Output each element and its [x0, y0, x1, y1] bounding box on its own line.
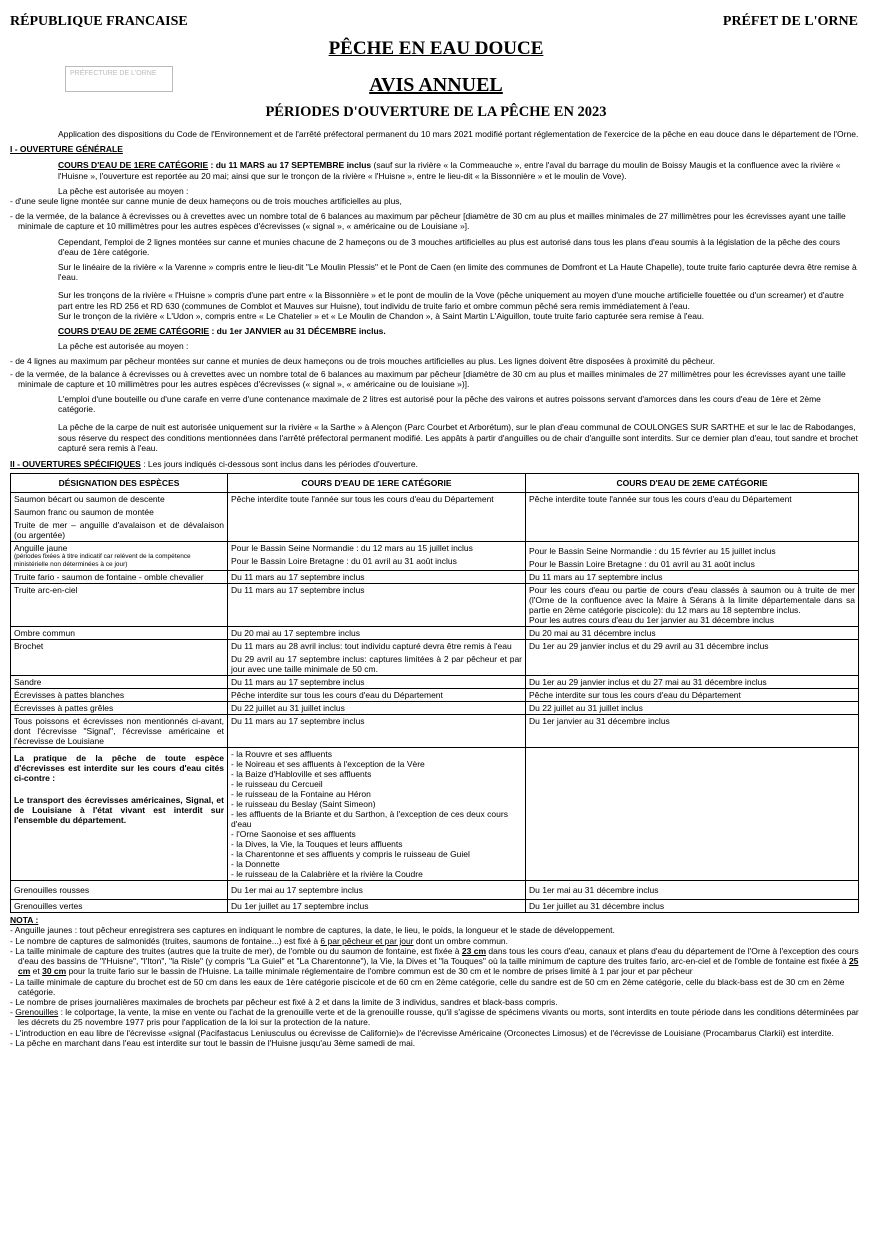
section-2-title [10, 459, 860, 469]
table-row [11, 900, 859, 913]
species-cell: Écrevisses à pattes grêles [11, 702, 228, 715]
cat2-bullet-2: - de la vermée, de la balance à écrevisses ou à crevettes avec un nombre total de 6 balances au maximum par pêcheur [diamètre de 30 cm au plus et mailles minimales de 27 millimètres pour les écrevisses ayant une taille minimale de capture et 10 millimètres pour les autres espèces d'écrevisses (« signal », « américaine ou de louisiane »)]. [10, 368, 846, 389]
cat1-dates: : du 11 MARS au 17 SEPTEMBRE inclus [208, 160, 372, 171]
cat1-p4: Sur les tronçons de la rivière « l'Huisne » compris d'une part entre « la Bissonnière » et le pont de moulin de la Vove (pêche uniquement au moyen d'une mouche artificielle fouettée ou d'un screamer) et d'autre part entre les RD 256 et RD 630 (communes de Comblot et Mauves sur Huisne), tout individu de truite fario et ombre commun pêché sera remis immédiatement à l'eau. [58, 290, 844, 311]
cat2-cell: Du 22 juillet au 31 juillet inclus [526, 702, 859, 715]
cat2-heading [58, 326, 860, 336]
cat1-cell: Du 11 mars au 17 septembre inclus [228, 571, 526, 584]
species-note: (périodes fixées à titre indicatif car relèvent de la compétence ministérielle non déterminées à ce jour) [14, 553, 191, 568]
notes-title: NOTA : [10, 915, 39, 926]
species-line: Anguille jaune [14, 543, 68, 554]
table-row [11, 676, 859, 689]
species-cell: Écrevisses à pattes blanches [11, 689, 228, 702]
species-line: Saumon bécart ou saumon de descente [14, 494, 165, 505]
species-cell: Sandre [11, 676, 228, 689]
cell-line: Pour le Bassin Loire Bretagne : du 01 avril au 31 août inclus [231, 556, 457, 567]
species-cell: Brochet [11, 640, 228, 676]
cat2-cell: Du 11 mars au 17 septembre inclus [526, 571, 859, 584]
cell-line: Du 29 avril au 17 septembre inclus: captures limitées à 2 par pêcheur et par jour avec une taille minimale de 50 cm. [231, 654, 522, 675]
cat2-cell: Pêche interdite toute l'année sur tous les cours d'eau du Département [526, 493, 859, 542]
river-item: - la Rouvre et ses affluents [231, 749, 332, 760]
note-item: - L'introduction en eau libre de l'écrevisse «signal (Pacifastacus Leniusculus ou écrevisse de Californie)» de l'écrevisse Américaine (Orconectes Limosus) et de l'écrevisse de Louisiane (Procambarus Clarkii) est interdite. [10, 1027, 834, 1038]
species-cell [11, 493, 228, 542]
cat2-cell [526, 584, 859, 627]
river-item: - la Charentonne et ses affluents y compris le ruisseau de Guiel [231, 849, 470, 860]
table-header-species: DÉSIGNATION DES ESPÈCES [11, 474, 228, 493]
river-item: - le Noireau et ses affluents à l'exception de la Vère [231, 759, 425, 770]
crayfish-ban: La pratique de la pêche de toute espèce d'écrevisses est interdite sur les cours d'eau cités ci-contre : [14, 753, 224, 784]
note-emphasis: 6 par pêcheur et par jour [320, 935, 414, 946]
cat2-p2: L'emploi d'une bouteille ou d'une carafe en verre d'une contenance maximale de 2 litres est autorisé pour la pêche des vairons et autres poissons servant d'amorces dans les cours d'eau de 1ère et 2ème catégorie. [58, 394, 821, 415]
cat2-cell: Du 20 mai au 31 décembre inclus [526, 627, 859, 640]
sub-title: AVIS ANNUEL [369, 74, 503, 96]
stamp-text: PRÉFECTURE DE L'ORNE [70, 70, 157, 77]
river-item: - le ruisseau de la Calabrière et la rivière la Coudre [231, 869, 423, 880]
table-row [11, 702, 859, 715]
table-row [11, 640, 859, 676]
cat2-cell: Du 1er mai au 31 décembre inclus [526, 881, 859, 900]
notes-block [10, 915, 860, 1048]
note-item: - Le nombre de prises journalières maximales de brochets par pêcheur est fixé à 2 et dans la limite de 3 individus, sandres et black-bass compris. [10, 996, 558, 1007]
cat1-p1: La pêche est autorisée au moyen : [58, 185, 189, 196]
cat1-cell: Du 11 mars au 17 septembre inclus [228, 584, 526, 627]
cat2-paragraphs [10, 394, 860, 453]
table-header-row [11, 474, 859, 493]
note-text: dans tous les cours d'eau, canaux et plans d'eau du département de l'Orne à l'exception des cours d'eau des bassins de "l'Huisne", "l'Iton", "la Risle" (y compris "La Guiel" et "La Charentonne"), la Vie, la Dives et "la Touques" où la taille minimum de capture des truites fario, arc-en-ciel et de l'omble de fontaine est fixée à [18, 945, 859, 967]
note-emphasis: Grenouilles [15, 1007, 59, 1018]
species-cell: Truite arc-en-ciel [11, 584, 228, 627]
cat2-p3: La pêche de la carpe de nuit est autorisée uniquement sur la rivière « la Sarthe » à Alençon (Parc Courbet et Arborétum), sur le plan d'eau communal de COULONGES SUR SARTHE et sur le lac de Rabodanges, sous réserve du respect des conditions mentionnées dans l'arrêté préfectoral permanent modifié. Les appâts à partir d'anguilles ou de chair d'anguille sont interdits. Sur ce dernier plan d'eau, tout sandre et brochet capturé sera remis à l'eau. [58, 422, 858, 453]
cat1-cell [228, 542, 526, 571]
species-line: Saumon franc ou saumon de montée [14, 507, 154, 518]
section-2-subtitle: : Les jours indiqués ci-dessous sont inclus dans les périodes d'ouverture. [140, 459, 418, 470]
rivers-list-cell [228, 748, 526, 881]
species-line: Truite de mer – anguille d'avalaison et de dévalaison (ou argentée) [14, 520, 224, 541]
river-item: - la Donnette [231, 859, 280, 870]
cat2-p1: La pêche est autorisée au moyen : [58, 341, 189, 352]
cell-line: Pour le Bassin Seine Normandie : du 12 mars au 15 juillet inclus [231, 543, 473, 554]
river-item: - la Dives, la Vie, la Touques et leurs affluents [231, 839, 403, 850]
river-item: - les affluents de la Briante et du Sarthon, à l'exception de ces deux cours d'eau [231, 809, 508, 830]
section-2-title-text: II - OUVERTURES SPÉCIFIQUES [10, 459, 141, 470]
cat1-paragraphs [10, 237, 860, 352]
river-item: - le ruisseau du Cercueil [231, 779, 323, 790]
note-text: dont un ombre commun. [413, 935, 509, 946]
river-item: - l'Orne Saonoise et ses affluents [231, 829, 356, 840]
table-row [11, 748, 859, 881]
note-item: - La taille minimale de capture du brochet est de 50 cm dans les eaux de 1ère catégorie piscicole et de 60 cm en 2ème catégorie, celle du sandre est de 50 cm en 2ème catégorie, celle du black-bass est de 30 cm en 2ème catégorie. [10, 976, 845, 997]
cat1-heading [58, 160, 860, 180]
cat1-cell: Pêche interdite toute l'année sur tous les cours d'eau du Département [228, 493, 526, 542]
cat1-cell: Du 20 mai au 17 septembre inclus [228, 627, 526, 640]
cell-line: Pour les cours d'eau ou partie de cours d'eau classés à saumon ou à truite de mer (l'Orne de la confluence avec la Maire à Sérans à la limite départementale dans sa partie en 2ème catégorie piscicole): du 12 mars au 18 septembre inclus. [529, 585, 855, 616]
note-emphasis: 30 cm [42, 966, 67, 977]
note-text: et [30, 966, 43, 977]
cat1-title: COURS D'EAU DE 1ERE CATÉGORIE [58, 160, 209, 171]
table-row [11, 493, 859, 542]
header-republique: RÉPUBLIQUE FRANCAISE [10, 14, 188, 29]
river-item: - la Baize d'Habloville et ses affluents [231, 769, 372, 780]
river-item: - le ruisseau du Beslay (Saint Simeon) [231, 799, 376, 810]
species-cell: Truite fario - saumon de fontaine - omble chevalier [11, 571, 228, 584]
cat1-cell: Pêche interdite sur tous les cours d'eau du Département [228, 689, 526, 702]
table-row [11, 715, 859, 748]
river-item: - le ruisseau de la Fontaine au Héron [231, 789, 371, 800]
section-1-title-text: I - OUVERTURE GÉNÉRALE [10, 144, 123, 155]
note-item [10, 946, 860, 977]
cat1-p5: Sur le tronçon de la rivière « L'Udon », compris entre « Le Chatelier » et « Le Moulin de Chandon », à Saint Martin L'Aiguillon, toute truite fario capturée sera remise à l'eau. [58, 310, 705, 321]
table-row [11, 571, 859, 584]
note-text: : le colportage, la vente, la mise en vente ou l'achat de la grenouille verte et de la grenouille rousse, qu'il s'agisse de spécimens vivants ou morts, sont interdits en toute période dans les conditions déterminées par les décrets du 25 novembre 1977 pris pour l'application de la loi sur la protection de la nature. [18, 1007, 859, 1028]
species-cell: Ombre commun [11, 627, 228, 640]
note-text: - Le nombre de captures de salmonidés (truites, saumons de fontaine...) est fixé à [10, 935, 321, 946]
table-row [11, 627, 859, 640]
species-cell [11, 748, 228, 881]
section-1-title [10, 144, 860, 154]
note-text: - La taille minimale de capture des truites (autres que la truite de mer), de l'omble ou du saumon de fontaine, est fixée à [10, 945, 462, 956]
cat1-p2: Cependant, l'emploi de 2 lignes montées sur canne et munies chacune de 2 hameçons ou de 3 mouches artificielles au plus est autorisé dans tous les plans d'eau soumis à la législation de la pêche des cours d'eau de 1ère catégorie. [58, 236, 840, 257]
cat1-bullet-1: - d'une seule ligne montée sur canne munie de deux hameçons ou de trois mouches artificielles au plus, [10, 196, 402, 207]
cat1-cell [228, 640, 526, 676]
cat1-bullet-2: - de la vermée, de la balance à écrevisses ou à crevettes avec un nombre total de 6 balances au maximum par pêcheur [diamètre de 30 cm au plus et mailles minimales de 27 millimètres pour les écrevisses ayant une taille minimale de capture et 10 millimètres pour les autres espèces d'écrevisses (« signal », « américaine ou de Louisiane »]. [10, 211, 846, 232]
document-body [10, 129, 860, 1048]
species-cell: Grenouilles vertes [11, 900, 228, 913]
main-title: PÊCHE EN EAU DOUCE [328, 38, 544, 59]
note-item: - Anguille jaunes : tout pêcheur enregistrera ses captures en indiquant le nombre de captures, la date, le lieu, le poids, la longueur et le stade de développement. [10, 925, 615, 936]
table-header-cat1: COURS D'EAU DE 1ERE CATÉGORIE [228, 474, 526, 493]
cat1-rest: (sauf sur la rivière « la Commeauche », entre l'aval du barrage du moulin de Boissy Maugis et la confluence avec la rivière « l'Huisne », l'ouverture est reportée au 20 mai; ainsi que sur le tronçon de la rivière « l'Huisne », entre le lieu-dit « la Bissonnière » et le moulin de Vove). [58, 160, 841, 181]
cat2-bullet-1: - de 4 lignes au maximum par pêcheur montées sur canne et munies de deux hameçons ou de trois mouches artificielles au plus. Les lignes doivent être disposées à proximité du pêcheur. [10, 356, 715, 367]
cat2-title: COURS D'EAU DE 2EME CATÉGORIE [58, 326, 210, 337]
note-emphasis: 25 cm [18, 956, 859, 977]
species-cell [11, 542, 228, 571]
table-header-cat2: COURS D'EAU DE 2EME CATÉGORIE [526, 474, 859, 493]
cat1-cell: Du 22 juillet au 31 juillet inclus [228, 702, 526, 715]
cat2-cell: Du 1er janvier au 31 décembre inclus [526, 715, 859, 748]
cat2-cell [526, 542, 859, 571]
note-text: - [10, 1007, 16, 1018]
cat2-dates: : du 1er JANVIER au 31 DÉCEMBRE inclus. [209, 326, 386, 337]
note-item: - La pêche en marchant dans l'eau est interdite sur tout le bassin de l'Huisne jusqu'au 3ème samedi de mai. [10, 1037, 416, 1048]
cat1-cell: Du 1er mai au 17 septembre inclus [228, 881, 526, 900]
note-item [10, 936, 860, 946]
table-row [11, 689, 859, 702]
cat2-cell: Pêche interdite sur tous les cours d'eau du Département [526, 689, 859, 702]
cat2-cell [526, 748, 859, 881]
cell-line: Pour les autres cours d'eau du 1er janvier au 31 décembre inclus [529, 615, 774, 626]
cell-line: Du 11 mars au 28 avril inclus: tout individu capturé devra être remis à l'eau [231, 641, 512, 652]
note-item [10, 1007, 860, 1027]
cat2-cell: Du 1er juillet au 31 décembre inclus [526, 900, 859, 913]
note-emphasis: 23 cm [461, 945, 487, 956]
cell-line: Pour le Bassin Loire Bretagne : du 01 avril au 31 août inclus [529, 559, 755, 570]
cat1-block [10, 160, 860, 196]
cat1-cell: Du 11 mars au 17 septembre inclus [228, 715, 526, 748]
cat2-cell: Du 1er au 29 janvier inclus et du 29 avril au 31 décembre inclus [526, 640, 859, 676]
crayfish-transport-ban: Le transport des écrevisses américaines, Signal, et de Louisiane à l'état vivant est interdit sur l'ensemble du département. [14, 795, 224, 826]
table-row [11, 584, 859, 627]
species-table [10, 473, 859, 913]
cat1-cell: Du 11 mars au 17 septembre inclus [228, 676, 526, 689]
table-row [11, 542, 859, 571]
cell-line: Pour le Bassin Seine Normandie : du 15 février au 15 juillet inclus [529, 546, 776, 557]
species-cell: Tous poissons et écrevisses non mentionnés ci-avant, dont l'écrevisse "Signal", l'écrevisse américaine et l'écrevisse de Louisiane [11, 715, 228, 748]
intro-paragraph: Application des dispositions du Code de l'Environnement et de l'arrêté préfectoral permanent du 10 mars 2021 modifié portant réglementation de l'exercice de la pêche en eau douce dans le département de l'Orne. [58, 129, 859, 139]
period-title: PÉRIODES D'OUVERTURE DE LA PÊCHE EN 2023 [265, 104, 607, 120]
cat1-cell: Du 1er juillet au 17 septembre inclus [228, 900, 526, 913]
header-prefet: PRÉFET DE L'ORNE [722, 14, 858, 29]
table-row [11, 881, 859, 900]
cat1-p3: Sur le linéaire de la rivière « la Varenne » compris entre le lieu-dit "Le Moulin Plessis" et le Pont de Caen (en limite des communes de Domfront et La Haute Chapelle), toute truite fario capturée devra être remise à l'eau. [58, 262, 857, 283]
species-cell: Grenouilles rousses [11, 881, 228, 900]
note-text: pour la truite fario sur le bassin de l'Huisne. La taille minimale réglementaire de l'ombre commun est de 30 cm et le nombre de prises limité à 1 par jour et par pêcheur [66, 966, 693, 977]
cat2-cell: Du 1er au 29 janvier inclus et du 27 mai au 31 décembre inclus [526, 676, 859, 689]
